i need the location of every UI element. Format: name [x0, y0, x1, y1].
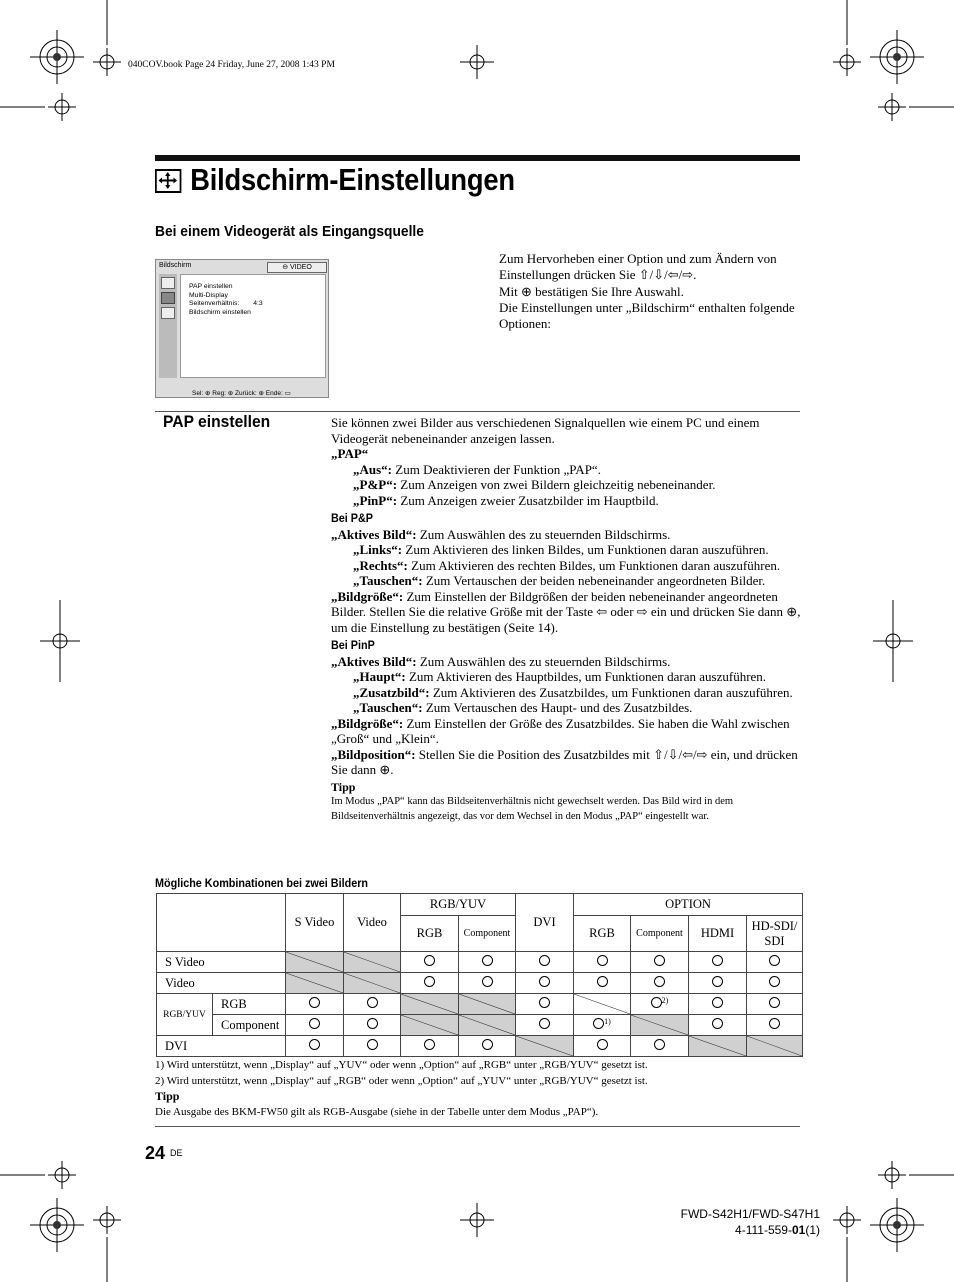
- option-key: „Aus“:: [353, 461, 393, 477]
- supported-mark: [769, 1018, 780, 1029]
- option-desc: Zum Aktivieren des linken Bildes, um Funktionen daran auszuführen.: [402, 542, 769, 557]
- col-header: DVI: [516, 894, 574, 952]
- model-info: [660, 1206, 820, 1238]
- supported-mark: [597, 955, 608, 966]
- option-desc: Zum Einstellen der Bildgrößen der beiden nebeneinander angeordneten Bilder. Stellen Sie die relative Größe mit der Taste ⇦ oder ⇨ ein und drücken Sie dann ⊕, um die Einstellung zu bestätigen (Seite 14).: [331, 588, 801, 635]
- intro-line: Zum Hervorheben einer Option und zum Ändern von Einstellungen drücken Sie ⇧/⇩/⇦/⇨.: [499, 251, 777, 283]
- option-key: „Tauschen“:: [353, 573, 423, 588]
- supported-mark: [539, 997, 550, 1008]
- unsupported-cell: [516, 1036, 574, 1057]
- supported-mark: [539, 1018, 550, 1029]
- option-key: „Zusatzbild“:: [353, 684, 430, 700]
- col-subheader: Component: [459, 916, 516, 952]
- document-code: 4-111-559-01(1): [735, 1223, 820, 1237]
- unsupported-cell: [459, 994, 516, 1015]
- option-desc: Zum Einstellen der Größe des Zusatzbildes. Sie haben die Wahl zwischen „Groß“ und „Klein“.: [331, 715, 790, 746]
- supported-mark: [482, 955, 493, 966]
- table-notes: [155, 1058, 805, 1120]
- row-header: DVI: [157, 1036, 286, 1057]
- table-cell: [459, 952, 516, 973]
- option-key: „Haupt“:: [353, 669, 406, 684]
- unsupported-cell: [286, 952, 344, 973]
- table-cell: [574, 1015, 631, 1036]
- footer-rule: [155, 1126, 800, 1127]
- table-cell: [286, 1015, 344, 1036]
- unsupported-cell: [344, 973, 401, 994]
- osd-menu-item: Multi-Display: [189, 291, 228, 299]
- table-cell: [574, 952, 631, 973]
- table-caption: Mögliche Kombinationen bei zwei Bildern: [155, 876, 369, 890]
- table-corner: [157, 894, 286, 952]
- osd-sidebar: [159, 274, 177, 378]
- osd-tab-setup-icon: [161, 307, 175, 319]
- tipp-text: Die Ausgabe des BKM-FW50 gilt als RGB-Ausgabe (siehe in der Tabelle unter dem Modus „PAP“).: [155, 1105, 599, 1118]
- table-cell: [631, 1036, 689, 1057]
- option-key: „Bildgröße“:: [331, 715, 404, 731]
- osd-menu-list: [180, 274, 326, 378]
- page-lang: DE: [170, 1148, 183, 1158]
- table-cell: [401, 973, 459, 994]
- table-row: [157, 952, 803, 973]
- supported-mark: [424, 955, 435, 966]
- supported-mark: [651, 997, 662, 1008]
- intro-line: Mit ⊕ bestätigen Sie Ihre Auswahl.: [499, 283, 684, 299]
- pap-intro: Sie können zwei Bilder aus verschiedenen Signalquellen wie einem PC und einem Videogerät nebeneinander anzeigen lassen.: [331, 415, 760, 446]
- col-subheader: Component: [631, 916, 689, 952]
- col-subheader: RGB: [574, 916, 631, 952]
- table-cell: [516, 973, 574, 994]
- unsupported-cell: [401, 994, 459, 1015]
- table-cell: [401, 952, 459, 973]
- table-row: [157, 973, 803, 994]
- row-header: RGB: [213, 994, 286, 1015]
- osd-menu-screenshot: [155, 259, 329, 398]
- osd-aspect-value: 4:3: [253, 300, 263, 307]
- unsupported-cell: [747, 1036, 803, 1057]
- table-cell: [344, 1036, 401, 1057]
- table-cell: [286, 1036, 344, 1057]
- supported-mark: [654, 955, 665, 966]
- table-cell: [631, 994, 689, 1015]
- option-desc: Zum Anzeigen zweier Zusatzbilder im Hauptbild.: [397, 492, 659, 508]
- supported-mark: [539, 955, 550, 966]
- option-desc: Zum Vertauschen der beiden nebeneinander angeordneten Bilder.: [422, 573, 766, 588]
- table-cell: [747, 973, 803, 994]
- section-subheading: Bei einem Videogerät als Eingangsquelle: [155, 223, 424, 240]
- supported-mark: [712, 976, 723, 987]
- supported-mark: [424, 976, 435, 987]
- tipp-label: Tipp: [155, 1089, 180, 1103]
- pap-description: [331, 415, 806, 824]
- supported-mark: [712, 1018, 723, 1029]
- supported-mark: [367, 997, 378, 1008]
- osd-source: VIDEO: [290, 264, 312, 271]
- option-key: „Bildposition“:: [331, 746, 416, 762]
- table-cell: [747, 1015, 803, 1036]
- supported-mark: [309, 1018, 320, 1029]
- option-desc: Zum Deaktivieren der Funktion „PAP“.: [392, 461, 601, 477]
- option-key: „Bildgröße“:: [331, 588, 404, 604]
- book-header-info: 040COV.book Page 24 Friday, June 27, 2008 1:43 PM: [128, 60, 335, 70]
- option-desc: Zum Vertauschen des Haupt- und des Zusatzbildes.: [422, 700, 693, 715]
- supported-mark: [712, 997, 723, 1008]
- unsupported-cell: [631, 1015, 689, 1036]
- table-cell: [689, 994, 747, 1015]
- unsupported-cell: [574, 994, 631, 1015]
- footnote-ref: 1): [604, 1016, 611, 1026]
- table-cell: [689, 973, 747, 994]
- option-key: „Rechts“:: [353, 557, 408, 573]
- option-key: „Aktives Bild“:: [331, 526, 417, 542]
- osd-footer: Sel: ⊕ Reg: ⊕ Zurück: ⊕ Ende: ▭: [192, 390, 291, 397]
- table-row: [157, 1015, 803, 1036]
- option-desc: Stellen Sie die Position des Zusatzbildes mit ⇧/⇩/⇦/⇨ ein, und drücken Sie dann ⊕.: [331, 746, 798, 777]
- option-desc: Zum Anzeigen von zwei Bildern gleichzeitig nebeneinander.: [397, 477, 716, 492]
- unsupported-cell: [344, 952, 401, 973]
- page-title-text: Bildschirm-Einstellungen: [190, 162, 515, 197]
- col-header: Video: [344, 894, 401, 952]
- osd-menu-item: PAP einstellen: [189, 283, 233, 290]
- col-header: S Video: [286, 894, 344, 952]
- unsupported-cell: [689, 1036, 747, 1057]
- footnote-ref: 2): [661, 995, 669, 1005]
- table-cell: [459, 973, 516, 994]
- supported-mark: [769, 976, 780, 987]
- supported-mark: [424, 1039, 435, 1050]
- table-row: [157, 994, 803, 1015]
- table-cell: [516, 952, 574, 973]
- supported-mark: [539, 976, 550, 987]
- option-key: „Tauschen“:: [353, 700, 423, 715]
- osd-menu-item: Seitenverhältnis: 4:3: [189, 300, 263, 307]
- supported-mark: [309, 1039, 320, 1050]
- footnote-1: 1) Wird unterstützt, wenn „Display“ auf „YUV“ oder wenn „Option“ auf „RGB“ unter „RGB/YUV“ gesetzt ist.: [155, 1059, 648, 1071]
- unsupported-cell: [286, 973, 344, 994]
- tipp-label: Tipp: [331, 779, 356, 794]
- page-title: [155, 162, 515, 198]
- pap-label: „PAP“: [331, 446, 369, 461]
- supported-mark: [482, 976, 493, 987]
- col-subheader: HD-SDI/ SDI: [747, 916, 803, 952]
- supported-mark: [654, 976, 665, 987]
- col-subheader: HDMI: [689, 916, 747, 952]
- page-number: 24 DE: [145, 1143, 183, 1163]
- supported-mark: [482, 1039, 493, 1050]
- table-cell: [574, 973, 631, 994]
- osd-tab-screen-icon: [161, 292, 175, 304]
- table-cell: [689, 1015, 747, 1036]
- supported-mark: [769, 955, 780, 966]
- supported-mark: [597, 976, 608, 987]
- row-header: S Video: [157, 952, 286, 973]
- table-cell: [344, 994, 401, 1015]
- table-cell: [401, 1036, 459, 1057]
- option-desc: Zum Aktivieren des Hauptbildes, um Funktionen daran auszuführen.: [405, 669, 767, 684]
- col-subheader: RGB: [401, 916, 459, 952]
- supported-mark: [769, 997, 780, 1008]
- row-header: Component: [213, 1015, 286, 1036]
- table-cell: [689, 952, 747, 973]
- col-header: OPTION: [574, 894, 803, 916]
- supported-mark: [367, 1039, 378, 1050]
- table-cell: [747, 994, 803, 1015]
- table-cell: [344, 1015, 401, 1036]
- tipp-text: Im Modus „PAP“ kann das Bildseitenverhältnis nicht gewechselt werden. Das Bild wird in dem Bildseitenverhältnis angezeigt, das vor dem Wechsel in den Modus „PAP“ eingestellt war.: [331, 796, 734, 822]
- table-cell: [631, 973, 689, 994]
- table-cell: [516, 994, 574, 1015]
- intro-line: Die Einstellungen unter „Bildschirm“ enthalten folgende Optionen:: [499, 299, 795, 332]
- table-row: [157, 1036, 803, 1057]
- option-key: „Aktives Bild“:: [331, 653, 417, 669]
- pap-section-title: PAP einstellen: [163, 412, 271, 431]
- combination-table: [156, 893, 803, 1057]
- intro-text: [499, 251, 809, 332]
- supported-mark: [654, 1039, 665, 1050]
- option-key: „PinP“:: [353, 492, 398, 508]
- table-cell: [747, 952, 803, 973]
- supported-mark: [593, 1018, 604, 1029]
- option-key: „Links“:: [353, 542, 403, 557]
- row-group-header: RGB/YUV: [157, 994, 213, 1036]
- table-cell: [516, 1015, 574, 1036]
- title-rule: [155, 155, 800, 161]
- option-desc: Zum Auswählen des zu steuernden Bildschirms.: [416, 653, 671, 669]
- option-key: „P&P“:: [353, 477, 398, 492]
- osd-tab-picture-icon: [161, 277, 175, 289]
- subsection-pp: Bei P&P: [331, 511, 374, 525]
- screen-settings-icon: [155, 169, 181, 193]
- col-header: RGB/YUV: [401, 894, 516, 916]
- option-desc: Zum Aktivieren des rechten Bildes, um Funktionen daran auszuführen.: [407, 557, 781, 573]
- table-cell: [286, 994, 344, 1015]
- footnote-2: 2) Wird unterstützt, wenn „Display“ auf „RGB“ oder wenn „Option“ auf „YUV“ unter „RGB/YUV“ gesetzt ist.: [155, 1074, 648, 1087]
- row-header: Video: [157, 973, 286, 994]
- osd-menu-item: Bildschirm einstellen: [189, 308, 251, 316]
- table-cell: [631, 952, 689, 973]
- osd-source-badge: ⊖ VIDEO: [267, 262, 327, 273]
- table-cell: [459, 1036, 516, 1057]
- option-desc: Zum Auswählen des zu steuernden Bildschirms.: [416, 526, 671, 542]
- subsection-pinp: Bei PinP: [331, 638, 375, 652]
- supported-mark: [597, 1039, 608, 1050]
- osd-title: Bildschirm: [159, 262, 192, 269]
- supported-mark: [367, 1018, 378, 1029]
- table-cell: [574, 1036, 631, 1057]
- option-desc: Zum Aktivieren des Zusatzbildes, um Funktionen daran auszuführen.: [429, 684, 793, 700]
- supported-mark: [712, 955, 723, 966]
- supported-mark: [309, 997, 320, 1008]
- unsupported-cell: [459, 1015, 516, 1036]
- unsupported-cell: [401, 1015, 459, 1036]
- model-number: FWD-S42H1/FWD-S47H1: [680, 1207, 820, 1221]
